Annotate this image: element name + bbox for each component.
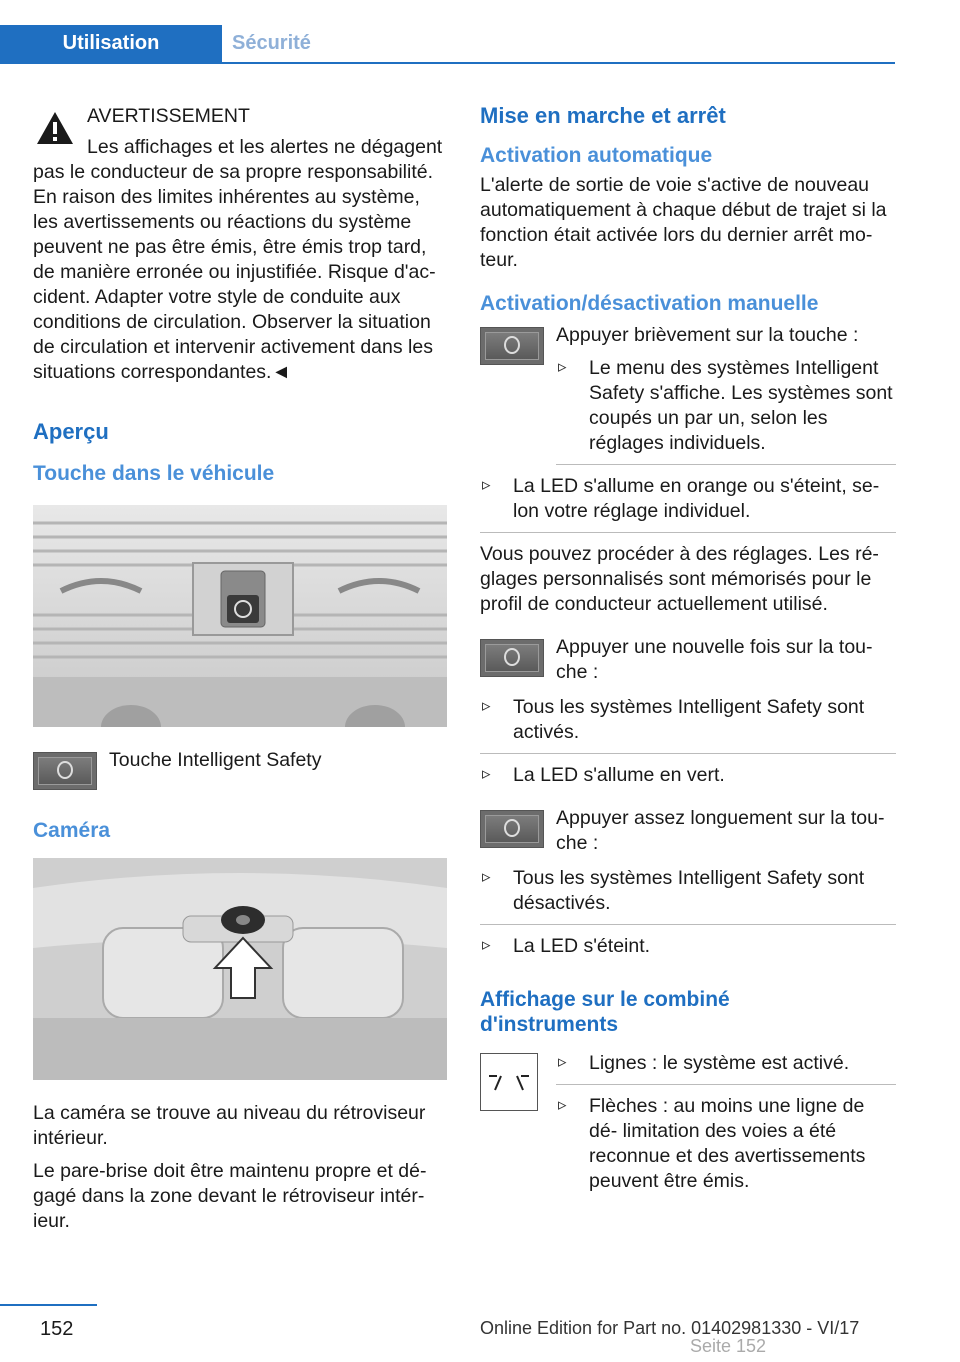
list-item: ▹ La LED s'allume en orange ou s'éteint, se- lon votre réglage individuel.: [480, 474, 896, 533]
warning-title: AVERTISSEMENT: [87, 105, 250, 127]
heading-mise-en-marche: Mise en marche et arrêt: [480, 103, 726, 128]
heading-apercu: Aperçu: [33, 419, 109, 444]
seite-watermark: Seite 152: [690, 1336, 767, 1356]
press-short-text: Appuyer brièvement sur la touche :: [556, 324, 859, 346]
list-item: ▹ La LED s'éteint.: [480, 934, 896, 959]
heading-activation-manuelle: Activation/désactivation manuelle: [480, 292, 819, 315]
warning-block: [33, 104, 447, 385]
chapter-tabs: [0, 25, 895, 64]
camera-figure: [33, 858, 447, 1080]
warning-text: Les affichages et les alertes ne dégagent pas le conducteur de sa propre responsabilité. En raison des limites inhérentes au système, les avertissements ou réactions du système peuvent ne pas être émis, être émis trop tard, de manière erronée ou injustifiée. Risque d'ac- cident. Adapter votre style de conduite aux conditions de circulation. Observer la situation de circulation et intervenir activement dans les situations correspondantes.◄: [33, 136, 443, 383]
touche-caption: Touche Intelligent Safety: [109, 749, 322, 771]
heading-affichage: Affichage sur le combiné d'instruments: [480, 988, 730, 1036]
tab-securite[interactable]: Sécurité: [232, 32, 311, 54]
page-number-rule: [0, 1304, 97, 1306]
left-column: [33, 103, 447, 1242]
press-again-text: Appuyer une nouvelle fois sur la tou- che :: [556, 636, 873, 683]
camera-paragraph-1: La caméra se trouve au niveau du rétroviseur intérieur.: [33, 1102, 426, 1149]
right-column: [480, 103, 896, 1213]
dashboard-button-figure: [33, 505, 447, 727]
camera-paragraph-2: Le pare-brise doit être maintenu propre et dé- gagé dans la zone devant le rétroviseur intér- ieur.: [33, 1160, 427, 1232]
press-again-row: [480, 635, 896, 685]
list-item: ▹ Tous les systèmes Intelligent Safety sont désactivés.: [480, 866, 896, 925]
list-item: ▹ Le menu des systèmes Intelligent Safety s'affiche. Les systèmes sont coupés un par un, selon les réglages individuels.: [556, 356, 896, 465]
intelligent-safety-button-icon: [480, 810, 544, 848]
list-item: ▹ Flèches : au moins une ligne de dé- limitation des voies a été reconnue et des avertissements peuvent être émis.: [556, 1094, 896, 1194]
press-short-row: [480, 323, 896, 474]
intelligent-safety-button-icon: [33, 752, 97, 790]
intelligent-safety-button-icon: [480, 639, 544, 677]
tab-utilisation[interactable]: Utilisation: [0, 25, 222, 62]
edition-footer: Online Edition for Part no. 01402981330 - VI/17: [480, 1318, 860, 1338]
list-item: ▹ Tous les systèmes Intelligent Safety sont activés.: [480, 695, 896, 754]
press-long-text: Appuyer assez longuement sur la tou- che :: [556, 807, 885, 854]
reglages-text: Vous pouvez procéder à des réglages. Les ré- glages personnalisés sont mémorisés pour le profil de conducteur actuellement utilisé.: [480, 543, 879, 615]
list-item: ▹ Lignes : le système est activé.: [556, 1051, 896, 1085]
intelligent-safety-button-icon: [480, 327, 544, 365]
list-item: ▹ La LED s'allume en vert.: [480, 763, 896, 788]
press-long-row: [480, 806, 896, 856]
lane-lines-icon: [480, 1053, 538, 1111]
touche-caption-row: [33, 748, 447, 790]
heading-activation-automatique: Activation automatique: [480, 144, 713, 167]
auto-text: L'alerte de sortie de voie s'active de nouveau automatiquement à chaque début de trajet si la fonction était activée lors du dernier arrêt mo- teur.: [480, 174, 887, 271]
page-number: 152: [40, 1318, 74, 1340]
heading-touche-vehicule: Touche dans le véhicule: [33, 462, 275, 485]
affichage-row: [480, 1051, 896, 1203]
warning-triangle-icon: [35, 110, 75, 146]
heading-camera: Caméra: [33, 819, 111, 842]
